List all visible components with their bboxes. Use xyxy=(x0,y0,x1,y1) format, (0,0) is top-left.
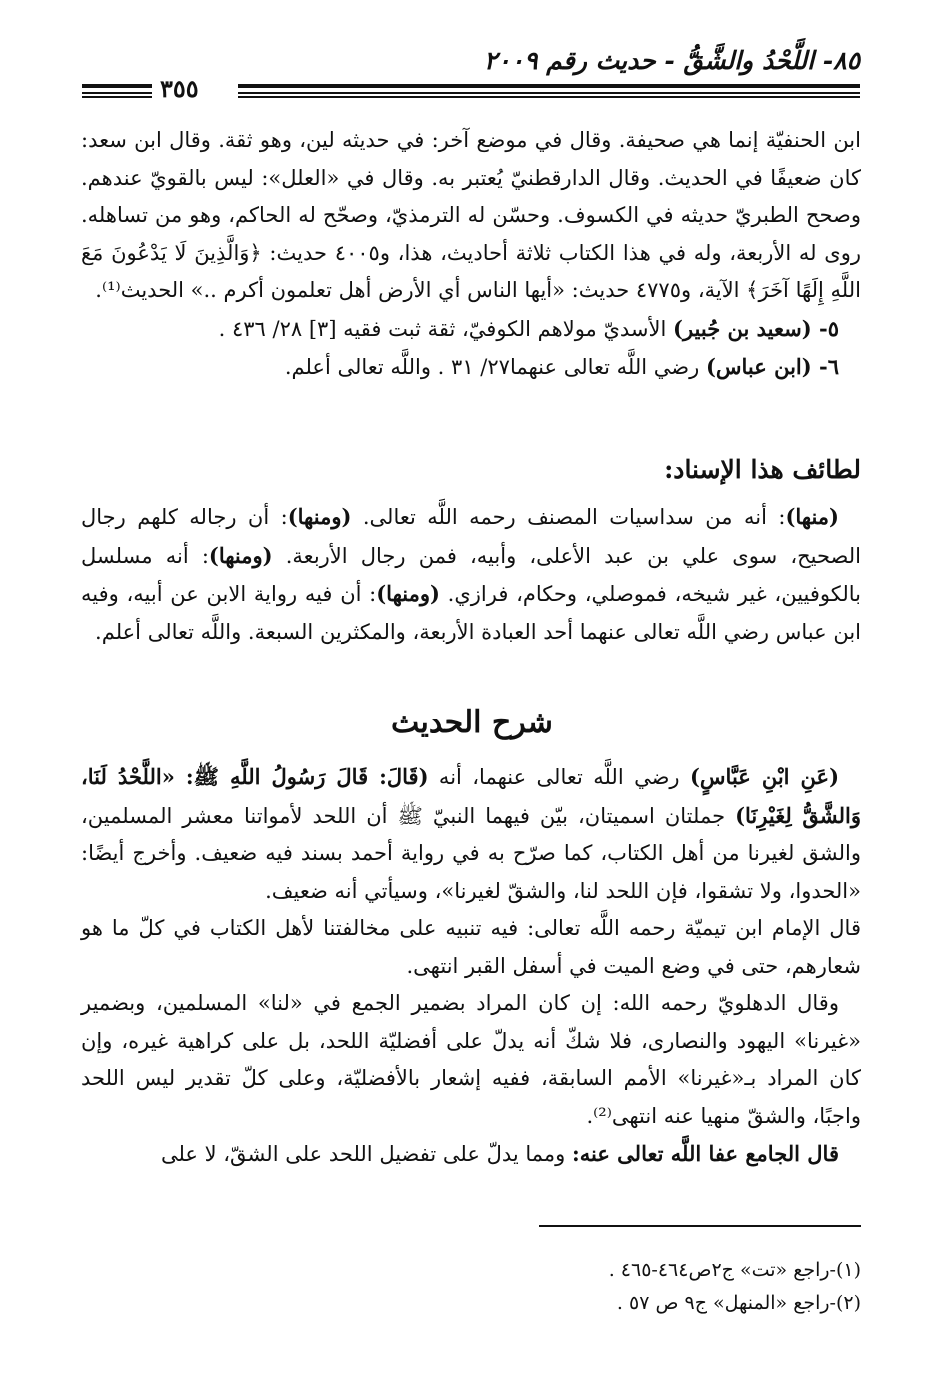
sharh-block xyxy=(81,758,861,1174)
narrator-name: ٦- (ابن عباس) xyxy=(705,354,839,379)
lataif-heading: لطائف هذا الإسناد: xyxy=(664,455,861,484)
narrator-item-6 xyxy=(81,348,861,387)
minha-label: (ومنها) xyxy=(287,504,352,529)
header-rule-short xyxy=(82,84,152,98)
sharh-text: رضي اللَّه تعالى عنهما، أنه xyxy=(428,765,690,789)
header-rule xyxy=(238,84,860,98)
narrator-name: ٥- (سعيد بن جُبير) xyxy=(673,315,839,341)
sharh-text: جملتان اسميتان، بيّن فيهما النبيّ ﷺ أن اللحد لأمواتنا معشر المسلمين، والشق لغيرنا من أهل الكتاب، كما صرّح به في رواية أحمد بسند فيه ضعيف. وأخرج أيضًا: «الحدوا، ولا تشقوا، فإن اللحد لنا، والشقّ لغيرنا»، وسيأتي أنه ضعيف. xyxy=(81,803,861,903)
lataif-block xyxy=(81,498,861,651)
sharh-text: ومما يدلّ على تفضيل اللحد على الشقّ، لا على xyxy=(160,1142,572,1166)
bio-paragraph: ابن الحنفيّة إنما هي صحيفة. وقال في موضع آخر: في حديثه لين، وهو ثقة. وقال ابن سعد: كان ضعيفًا في الحديث. وقال الدارقطنيّ يُعتبر به. وقال في «العلل»: ليس بالقويّ عندهم. وصحح الطبريّ حديثه في الكسوف. وحسّن له الترمذيّ، وصحّح له الحاكم، وهو من تساهله. روى له الأربعة، وله في هذا الكتاب ثلاثة أحاديث، هذا، و٤٠٠٥ حديث: ﴿وَالَّذِينَ لَا يَدْعُونَ مَعَ اللَّهِ إِلَهًا آخَرَ﴾ الآية، و٤٧٧٥ حديث: «أيها الناس أي الأرض أهل تعلمون أكرم ..» الحديث⁽¹⁾. xyxy=(81,128,862,302)
hadith-phrase: (قَالَ: قَالَ رَسُولُ اللَّهِ ﷺ: «اللَّحْدُ لَنَا، وَالشَّقُّ لِغَيْرِنَا) xyxy=(81,764,861,828)
footnotes xyxy=(81,1254,861,1320)
sharh-title: شرح الحديث xyxy=(391,705,553,740)
narrator-bio-block xyxy=(81,122,861,387)
lataif-text: : أنه من سداسيات المصنف رحمه اللَّه تعالى. xyxy=(362,505,786,529)
footnote-2: (٢)-راجع «المنهل» ج٩ ص ٥٧ . xyxy=(616,1292,861,1314)
narrator-description: رضي اللَّه تعالى عنهما٢٧/ ٣١ . واللَّه تعالى أعلم. xyxy=(284,355,700,379)
narrator-item-5 xyxy=(81,310,861,349)
sharh-paragraph-1 xyxy=(81,758,861,910)
lataif-paragraph xyxy=(81,498,861,651)
lataif-text: : أنه مسلسل بالكوفيين، غير شيخه، فموصلي، وحكام، فرازي. xyxy=(81,543,861,606)
page-header xyxy=(82,46,860,106)
lataif-text: : أن فيه رواية الابن عن أبيه، وفيه ابن عباس رضي اللَّه تعالى عنهما أحد العبادة الأربعة، والمكثرين السبعة. واللَّه تعالى أعلم. xyxy=(81,582,861,644)
hadith-phrase: (عَنِ ابْنِ عَبَّاسٍ) xyxy=(689,764,840,789)
lataif-text: : أن رجاله كلهم رجال الصحيح، سوى علي بن عبد الأعلى، وأبيه، فمن رجال الأربعة. xyxy=(81,505,861,568)
sharh-paragraph-2: قال الإمام ابن تيميّة رحمه اللَّه تعالى: فيه تنبيه على مخالفتنا لأهل الكتاب في كلّ ما هو شعارهم، حتى في وضع الميت في أسفل القبر انتهى. xyxy=(81,916,861,978)
narrator-description: الأسديّ مولاهم الكوفيّ، ثقة ثبت فقيه [٣] ٢٨/ ٤٣٦ . xyxy=(218,316,667,341)
footnote-1: (١)-راجع «تت» ج٢ص٤٦٤-٤٦٥ . xyxy=(608,1259,861,1281)
page-number: ٣٥٥ xyxy=(160,74,199,103)
footnote-separator xyxy=(539,1225,861,1227)
minha-label: (ومنها) xyxy=(376,581,440,606)
sharh-paragraph-4 xyxy=(81,1135,861,1174)
running-title: ٨٥- اللَّحْدُ والشَّقُّ - حديث رقم ٢٠٠٩ xyxy=(483,46,860,75)
jami-statement: قال الجامع عفا اللَّه تعالى عنه: xyxy=(571,1141,839,1166)
sharh-paragraph-3: وقال الدهلويّ رحمه الله: إن كان المراد بضمير الجمع في «لنا» المسلمين، وبضمير «غيرنا» اليهود والنصارى، فلا شكّ أنه يدلّ على أفضليّة اللحد، بل على كراهية غيره، وإن كان المراد بـ«غيرنا» الأمم السابقة، ففيه إشعار بالأفضليّة، وعلى كلّ تقدير ليس اللحد واجبًا، والشقّ منهيا عنه انتهى⁽²⁾. xyxy=(81,991,861,1128)
minha-label: (ومنها) xyxy=(208,542,273,568)
minha-label: (منها) xyxy=(785,504,839,529)
